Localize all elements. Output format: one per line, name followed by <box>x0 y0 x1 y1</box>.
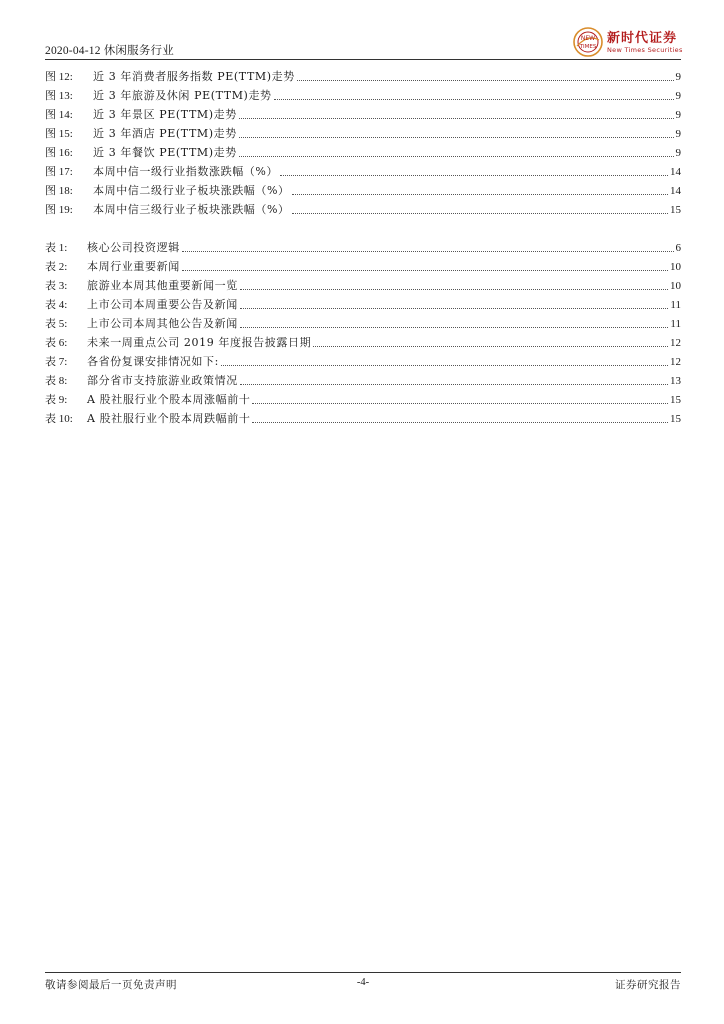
dot-leader <box>221 365 668 366</box>
logo-chinese-name: 新时代证券 <box>607 31 678 46</box>
dot-leader <box>182 270 668 271</box>
figure-title: 近 3 年景区 PE(TTM)走势 <box>93 108 237 121</box>
table-label: 表 2: <box>45 261 68 273</box>
page-number: -4- <box>356 977 370 988</box>
figure-title: 近 3 年酒店 PE(TTM)走势 <box>93 127 237 140</box>
figure-list <box>45 65 681 217</box>
header-divider <box>45 59 681 60</box>
table-entry[interactable] <box>45 274 681 293</box>
figure-entry[interactable] <box>45 141 681 160</box>
dot-leader <box>182 251 674 252</box>
figure-label: 图 18: <box>45 185 73 197</box>
table-label: 表 1: <box>45 242 68 254</box>
figure-label: 图 14: <box>45 109 73 121</box>
figure-label: 图 13: <box>45 90 73 102</box>
table-label: 表 4: <box>45 299 68 311</box>
figure-title: 近 3 年消费者服务指数 PE(TTM)走势 <box>93 70 295 83</box>
table-title: 部分省市支持旅游业政策情况 <box>87 374 238 387</box>
dot-leader <box>240 327 669 328</box>
figure-entry[interactable] <box>45 103 681 122</box>
table-label: 表 9: <box>45 394 68 406</box>
table-title: A 股社服行业个股本周跌幅前十 <box>87 412 251 425</box>
table-title: 上市公司本周重要公告及新闻 <box>87 298 238 311</box>
table-label: 表 7: <box>45 356 68 368</box>
table-label: 表 3: <box>45 280 68 292</box>
dot-leader <box>239 137 674 138</box>
figure-entry[interactable] <box>45 160 681 179</box>
table-page: 11 <box>670 299 681 311</box>
table-title: 各省份复课安排情况如下: <box>87 355 219 368</box>
page-header <box>45 26 681 60</box>
figure-title: 本周中信二级行业子板块涨跌幅（%） <box>93 184 290 197</box>
company-logo <box>571 26 681 58</box>
table-page: 15 <box>670 413 681 425</box>
figure-page: 14 <box>670 185 681 197</box>
table-page: 12 <box>670 337 681 349</box>
table-entry[interactable] <box>45 236 681 255</box>
dot-leader <box>240 308 669 309</box>
figure-entry[interactable] <box>45 122 681 141</box>
table-page: 12 <box>670 356 681 368</box>
table-label: 表 6: <box>45 337 68 349</box>
figure-entry[interactable] <box>45 84 681 103</box>
table-title: 上市公司本周其他公告及新闻 <box>87 317 238 330</box>
figure-entry[interactable] <box>45 198 681 217</box>
dot-leader <box>292 213 668 214</box>
disclaimer-note: 敬请参阅最后一页免责声明 <box>45 979 177 991</box>
table-entry[interactable] <box>45 255 681 274</box>
figure-page: 15 <box>670 204 681 216</box>
dot-leader <box>240 384 668 385</box>
table-entry[interactable] <box>45 350 681 369</box>
table-page: 11 <box>670 318 681 330</box>
header-date-sector: 2020-04-12 休闲服务行业 <box>45 45 174 57</box>
dot-leader <box>252 403 668 404</box>
table-entry[interactable] <box>45 293 681 312</box>
figure-title: 近 3 年旅游及休闲 PE(TTM)走势 <box>93 89 272 102</box>
figure-page: 9 <box>675 71 681 83</box>
figure-label: 图 19: <box>45 204 73 216</box>
dot-leader <box>239 156 674 157</box>
report-type: 证券研究报告 <box>615 979 681 991</box>
figure-page: 14 <box>670 166 681 178</box>
table-title: A 股社服行业个股本周涨幅前十 <box>87 393 251 406</box>
footer-divider <box>45 972 681 973</box>
figure-entry[interactable] <box>45 65 681 84</box>
table-title: 核心公司投资逻辑 <box>87 241 180 254</box>
new-times-logo-icon <box>571 26 605 58</box>
table-entry[interactable] <box>45 407 681 426</box>
dot-leader <box>239 118 674 119</box>
table-entry[interactable] <box>45 369 681 388</box>
figure-title: 近 3 年餐饮 PE(TTM)走势 <box>93 146 237 159</box>
dot-leader <box>240 289 668 290</box>
table-entry[interactable] <box>45 312 681 331</box>
table-label: 表 5: <box>45 318 68 330</box>
figure-entry[interactable] <box>45 179 681 198</box>
figure-label: 图 16: <box>45 147 73 159</box>
dot-leader <box>274 99 674 100</box>
table-title: 未来一周重点公司 2019 年度报告披露日期 <box>87 336 312 349</box>
table-page: 10 <box>670 261 681 273</box>
figure-page: 9 <box>675 109 681 121</box>
dot-leader <box>252 422 668 423</box>
table-label: 表 10: <box>45 413 73 425</box>
figure-label: 图 17: <box>45 166 73 178</box>
figure-label: 图 12: <box>45 71 73 83</box>
dot-leader <box>292 194 668 195</box>
figure-page: 9 <box>675 128 681 140</box>
dot-leader <box>280 175 668 176</box>
table-page: 10 <box>670 280 681 292</box>
figure-label: 图 15: <box>45 128 73 140</box>
table-page: 6 <box>675 242 681 254</box>
figure-page: 9 <box>675 147 681 159</box>
table-title: 旅游业本周其他重要新闻一览 <box>87 279 238 292</box>
table-list <box>45 236 681 426</box>
dot-leader <box>313 346 668 347</box>
page-footer <box>45 977 681 993</box>
table-page: 15 <box>670 394 681 406</box>
table-page: 13 <box>670 375 681 387</box>
dot-leader <box>297 80 674 81</box>
table-title: 本周行业重要新闻 <box>87 260 180 273</box>
figure-page: 9 <box>675 90 681 102</box>
table-entry[interactable] <box>45 331 681 350</box>
svg-text:NEW: NEW <box>580 35 596 42</box>
figure-title: 本周中信三级行业子板块涨跌幅（%） <box>93 203 290 216</box>
logo-english-name: New Times Securities <box>607 46 683 54</box>
table-entry[interactable] <box>45 388 681 407</box>
figure-title: 本周中信一级行业指数涨跌幅（%） <box>93 165 279 178</box>
table-label: 表 8: <box>45 375 68 387</box>
svg-text:TIMES: TIMES <box>579 44 597 50</box>
